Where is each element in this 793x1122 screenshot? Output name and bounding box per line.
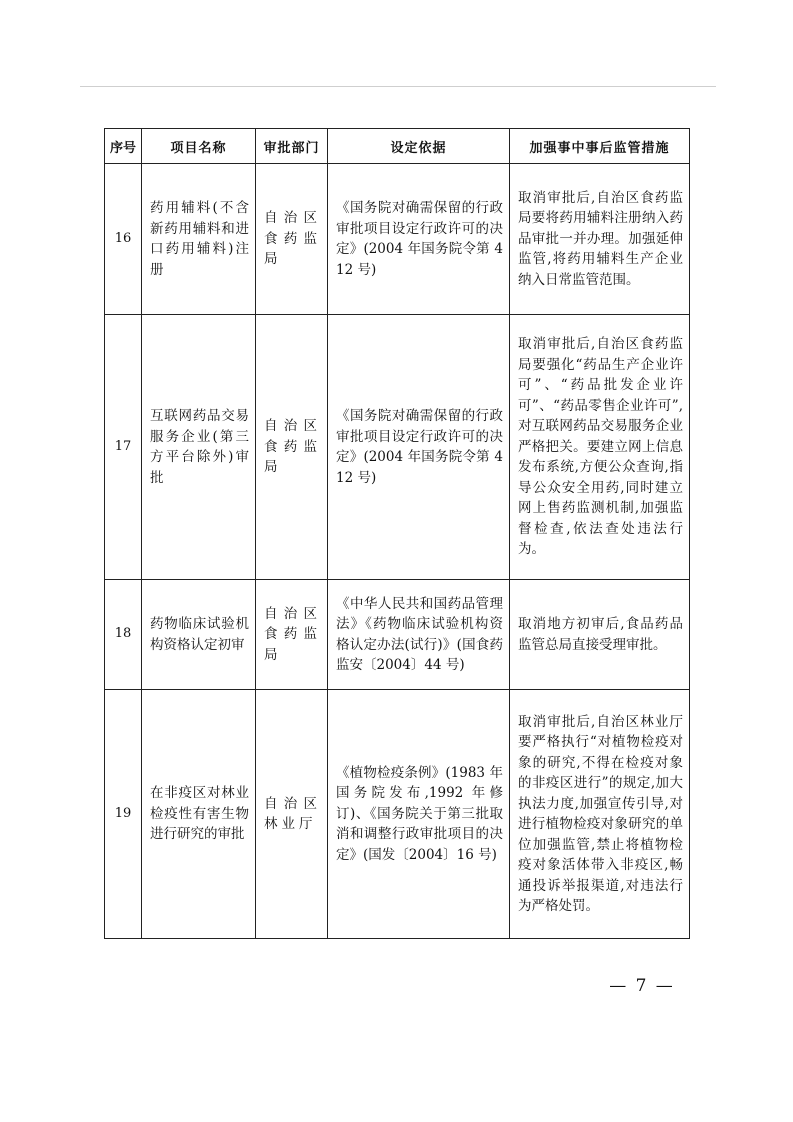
supervision-measures: 取消地方初审后,食品药品监管总局直接受理审批。: [518, 616, 683, 653]
item-name: 药用辅料(不含新药用辅料和进口药用辅料)注册: [150, 200, 249, 278]
item-name: 药物临床试验机构资格认定初审: [150, 616, 249, 653]
approval-department: 自治区食药监局: [264, 418, 321, 476]
approval-department: 自治区林业厅: [264, 795, 321, 832]
page-number: — 7 —: [609, 976, 675, 996]
legal-basis: 《植物检疫条例》(1983 年国务院发布,1992 年修订)、《国务院关于第三批取消和调整行政审批项目的决定》(国发〔2004〕16 号): [336, 764, 503, 863]
table-row: [105, 690, 690, 939]
header-legal-basis: 设定依据: [328, 129, 510, 164]
table-row: [105, 315, 690, 580]
header-rule: [80, 86, 716, 87]
supervision-measures: 取消审批后,自治区林业厅要严格执行“对植物检疫对象的研究,不得在检疫对象的非疫区进行”的规定,加大执法力度,加强宣传引导,对进行植物检疫对象研究的单位加强监管,禁止将植物检疫对象活体带入非疫区,畅通投诉举报渠道,对违法行为严格处罚。: [518, 713, 683, 914]
serial-number: 17: [105, 315, 142, 580]
legal-basis: 《国务院对确需保留的行政审批项目设定行政许可的决定》(2004 年国务院令第 412 号): [336, 200, 503, 278]
approval-department: 自治区食药监局: [264, 605, 321, 663]
legal-basis: 《中华人民共和国药品管理法》《药物临床试验机构资格认定办法(试行)》(国食药监安〔2004〕44 号): [336, 595, 503, 673]
table-row: [105, 580, 690, 690]
supervision-measures: 取消审批后,自治区食药监局要将药用辅料注册纳入药品审批一并办理。加强延伸监管,将药用辅料生产企业纳入日常监管范围。: [518, 189, 683, 288]
header-approval-department: 审批部门: [256, 129, 328, 164]
item-name: 互联网药品交易服务企业(第三方平台除外)审批: [150, 408, 249, 486]
serial-number: 18: [105, 580, 142, 690]
header-item-name: 项目名称: [142, 129, 256, 164]
approval-department: 自治区食药监局: [264, 210, 321, 268]
table-header-row: [105, 129, 690, 164]
approval-items-table: [104, 128, 690, 939]
supervision-measures: 取消审批后,自治区食药监局要强化“药品生产企业许可”、“药品批发企业许可”、“药品零售企业许可”,对互联网药品交易服务企业严格把关。要建立网上信息发布系统,方便公众查询,指导公众安全用药,同时建立网上售药监测机制,加强监督检查,依法查处违法行为。: [518, 336, 683, 558]
legal-basis: 《国务院对确需保留的行政审批项目设定行政许可的决定》(2004 年国务院令第 412 号): [336, 408, 503, 486]
header-serial-number: 序号: [105, 129, 142, 164]
serial-number: 19: [105, 690, 142, 939]
item-name: 在非疫区对林业检疫性有害生物进行研究的审批: [150, 785, 249, 843]
serial-number: 16: [105, 164, 142, 315]
table-row: [105, 164, 690, 315]
header-supervision-measures: 加强事中事后监管措施: [510, 129, 690, 164]
